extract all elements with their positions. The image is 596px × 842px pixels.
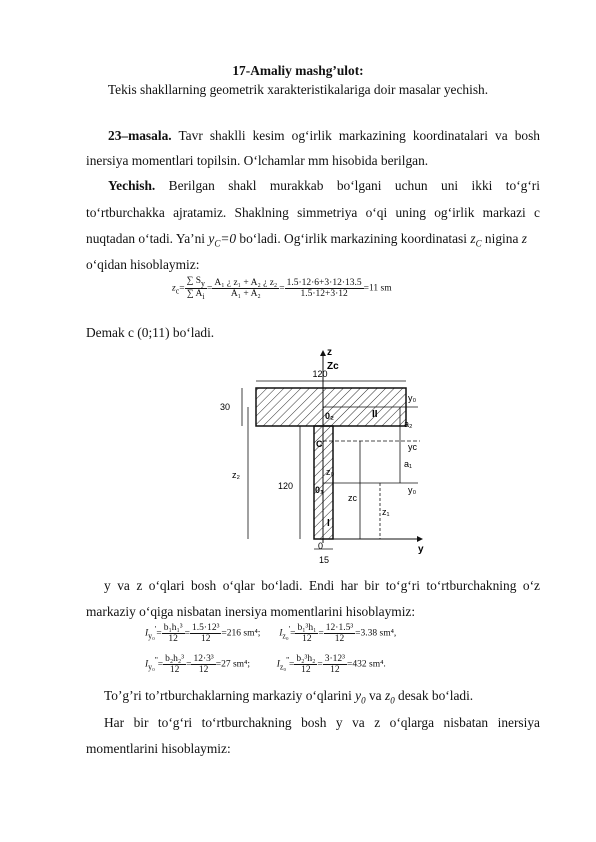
- solution-line-4: o‘qidan hisoblaymiz:: [86, 257, 200, 272]
- frac-1a-den: 12: [168, 634, 178, 644]
- moment-frac-2b-2: [323, 654, 347, 675]
- central-axes-z-sub: 0: [390, 695, 395, 706]
- central-axes-y-sub: 0: [361, 695, 366, 706]
- solution-label: Yechish.: [108, 178, 156, 193]
- problem-line-2: inersiya momentlari topilsin. O‘lchamlar mm hisobida berilgan.: [86, 153, 429, 168]
- fig-label-0: 0: [318, 541, 324, 551]
- final-line-1: Har bir to‘g‘ri to‘rtburchakning bosh y va z o‘qlarga nisbatan inersiya: [104, 715, 540, 730]
- fig-label-a2: a₂: [404, 419, 413, 429]
- fraction-3-numerator: 1.5·12·6+3·12·13.5: [286, 277, 362, 288]
- final-line-2: momentlarini hisoblaymiz:: [86, 741, 231, 756]
- fig-label-a1: a₁: [404, 459, 413, 469]
- fig-axis-z: z: [327, 347, 332, 358]
- fig-label-z0: z₀: [326, 467, 335, 477]
- frac-2b-den: 12: [301, 665, 311, 675]
- moment-2b-result: =432 sm⁴.: [347, 659, 386, 670]
- frac-1b2-den: 12: [334, 634, 345, 644]
- fig-label-z1: z₁: [382, 507, 390, 517]
- problem-label: 23–masala.: [108, 128, 172, 143]
- moment-iz0-1-sub: z₀: [282, 631, 289, 641]
- formula-fraction-3: [285, 278, 364, 299]
- central-axes-text-a: To’g’ri to’rtburchaklarning markaziy o‘qlarini: [104, 688, 356, 703]
- fig-label-z2: z₂: [232, 470, 240, 480]
- fig-label-I: I: [327, 518, 330, 529]
- axes-line-1: y va z o‘qlari bosh o‘qlar bo‘ladi. Endi har bir to‘g‘ri to‘rtburchakning o‘z: [104, 578, 540, 593]
- fig-label-zc: zc: [348, 493, 357, 503]
- solution-text-3h: nigina: [481, 231, 522, 246]
- moment-frac-2a-2: [191, 654, 215, 675]
- moment-frac-1a-2: [190, 623, 221, 644]
- frac-2a2-den: 12: [198, 665, 209, 675]
- lesson-subtitle: Tekis shakllarning geometrik xarakteristikalariga doir masalar yechish.: [107, 82, 489, 97]
- z-symbol: z: [521, 231, 527, 246]
- moment-iz0-1: I: [279, 628, 283, 639]
- moment-iy0-2: I: [145, 659, 149, 670]
- fig-axis-yc: yc: [408, 442, 417, 452]
- moment-iz0-2-sub: z₀: [279, 662, 287, 672]
- moment-1a-result: =216 sm⁴;: [221, 628, 261, 639]
- yc-symbol: y: [208, 231, 215, 246]
- frac-2b2-den: 12: [330, 665, 340, 675]
- fig-axis-y0-top: y₀: [408, 393, 417, 403]
- fig-label-120-top: 120: [312, 369, 328, 379]
- frac-2b-num: b₂³h₂: [296, 654, 316, 664]
- frac-2a2-num: 12·3³: [193, 654, 214, 664]
- moment-frac-1b-2: [324, 623, 355, 644]
- central-axes-text-d: va: [365, 688, 385, 703]
- moment-iy0-2-sub: y₀: [148, 662, 155, 672]
- central-axes-line: [104, 688, 473, 709]
- fig-axis-y0-low: y₀: [408, 485, 417, 495]
- moment-iy0-1: I: [145, 628, 149, 639]
- moment-row-1: $I_{y_0}'=$ $\frac{\text{b₁h₁³}}{12}$ = $\frac{\text{1.5·12³}}{12}$ =216 sm⁴; $I_{z_0}'=$ $\frac{\text{b₁³h₁}}{12}$ = $\frac{\text{12·1.5³}}{12}$ =3.38 sm⁴,: [145, 623, 397, 644]
- central-axes-y: y: [355, 688, 362, 703]
- solution-text-3e: bo‘ladi. Og‘irlik markazining koordinatasi: [236, 231, 471, 246]
- fig-label-II: II: [372, 409, 378, 420]
- fig-label-O1: 0₁: [315, 485, 324, 495]
- fraction-2-denominator: A₁ + A₂: [230, 288, 261, 299]
- frac-2a-den: 12: [169, 665, 180, 675]
- lesson-title: 17-Amaliy mashg’ulot:: [232, 63, 364, 78]
- moment-1b-result: =3.38 sm⁴,: [355, 628, 397, 639]
- fraction-3-denominator: 1.5·12+3·12: [300, 288, 348, 299]
- fig-label-O2: 0₂: [325, 411, 335, 421]
- moment-iy0-1-prime: ': [154, 624, 157, 634]
- moment-iy0-1-sub: y₀: [148, 631, 155, 641]
- moment-frac-1b: [295, 623, 318, 644]
- fig-label-15: 15: [319, 555, 330, 565]
- solution-line-2: to‘rtburchakka ajratamiz. Shaklning simmetriya o‘qi uning og‘irlik markazi c: [86, 205, 540, 220]
- formula-result: =11 sm: [363, 283, 392, 294]
- moment-frac-2b: [294, 654, 317, 675]
- frac-1b-num: b₁³h₁: [297, 623, 317, 633]
- solution-text-1: Berilgan shakl murakkab bo‘lgani uchun uni ikki to‘g‘ri: [168, 178, 540, 193]
- solution-line-3: [86, 231, 527, 252]
- formula-zc: $z_c=$ $\frac{\sum S_y}{\sum A_i}$ = $\frac{\text{A₁ ¿ z₁ + A₂ ¿ z₂}}{\text{A₁ + A₂}}$ = $\frac{1.5\cdot 12\cdot 6+3\cdot 12\cdot 13.5}{1.5\cdot 12+3\cdot 12}$ =11 sm: [172, 276, 392, 301]
- moment-frac-2a: [163, 654, 186, 675]
- frac-2a-num: b₂h₂³: [165, 654, 185, 664]
- fig-label-30: 30: [220, 402, 231, 412]
- fig-label-120-left: 120: [278, 481, 294, 491]
- solution-text-3a: nuqtadan o‘tadi. Ya’ni: [86, 231, 209, 246]
- axes-line-2: markaziy o‘qiga nisbatan inersiya momentlarini hisoblaymiz:: [86, 604, 416, 619]
- fig-label-C: C: [316, 439, 323, 449]
- moment-iz0-1-prime: ': [288, 624, 291, 634]
- moment-row-2: $I_{y_0}''=$ $\frac{\text{b₂h₂³}}{12}$ = $\frac{\text{12·3³}}{12}$ =27 sm⁴; $I_{z_0}''=$ $\frac{\text{b₂³h₂}}{12}$ = $\frac{\text{3·12³}}{12}$ =432 sm⁴.: [145, 654, 386, 675]
- t-section-figure: [210, 343, 440, 573]
- fig-axis-zc: Zc: [327, 361, 339, 372]
- fraction-2-numerator: A₁ ¿ z₁ + A₂ ¿ z₂: [214, 277, 278, 288]
- zc-symbol: z: [470, 231, 476, 246]
- moment-iz0-2: I: [276, 659, 280, 670]
- frac-1a2-den: 12: [200, 634, 211, 644]
- moment-iy0-2-prime: '': [154, 655, 158, 665]
- formula-fraction-2: [212, 278, 279, 299]
- central-axes-text-g: desak bo‘ladi.: [394, 688, 474, 703]
- yc-subscript: C: [214, 238, 221, 249]
- fraction-1-numerator: ∑ S: [186, 276, 202, 286]
- formula-fraction-1: [185, 276, 207, 301]
- conclusion: Demak c (0;11) bo‘ladi.: [86, 325, 215, 340]
- fraction-1-num-sub: y: [201, 278, 205, 288]
- fraction-1-den-sub: i: [202, 291, 205, 301]
- frac-1a-num: b₁h₁³: [163, 623, 183, 633]
- frac-1b2-num: 12·1.5³: [325, 623, 354, 633]
- problem-text-1: Tavr shaklli kesim og‘irlik markazining koordinatalari va bosh: [178, 128, 541, 143]
- yc-value: =0: [220, 231, 237, 246]
- zc-subscript: C: [475, 238, 482, 249]
- moment-frac-1a: [162, 623, 185, 644]
- frac-1a2-num: 1.5·12³: [192, 623, 220, 633]
- moment-2a-result: =27 sm⁴;: [215, 659, 250, 670]
- fraction-1-denominator: ∑ A: [186, 288, 203, 299]
- formula-lhs-sub: c: [175, 286, 180, 296]
- frac-1b-den: 12: [302, 634, 312, 644]
- central-axes-z: z: [384, 688, 391, 703]
- fig-axis-y: y: [418, 544, 424, 555]
- moment-iz0-2-prime: '': [286, 655, 290, 665]
- frac-2b2-num: 3·12³: [324, 654, 346, 664]
- formula-lhs: z: [172, 283, 176, 294]
